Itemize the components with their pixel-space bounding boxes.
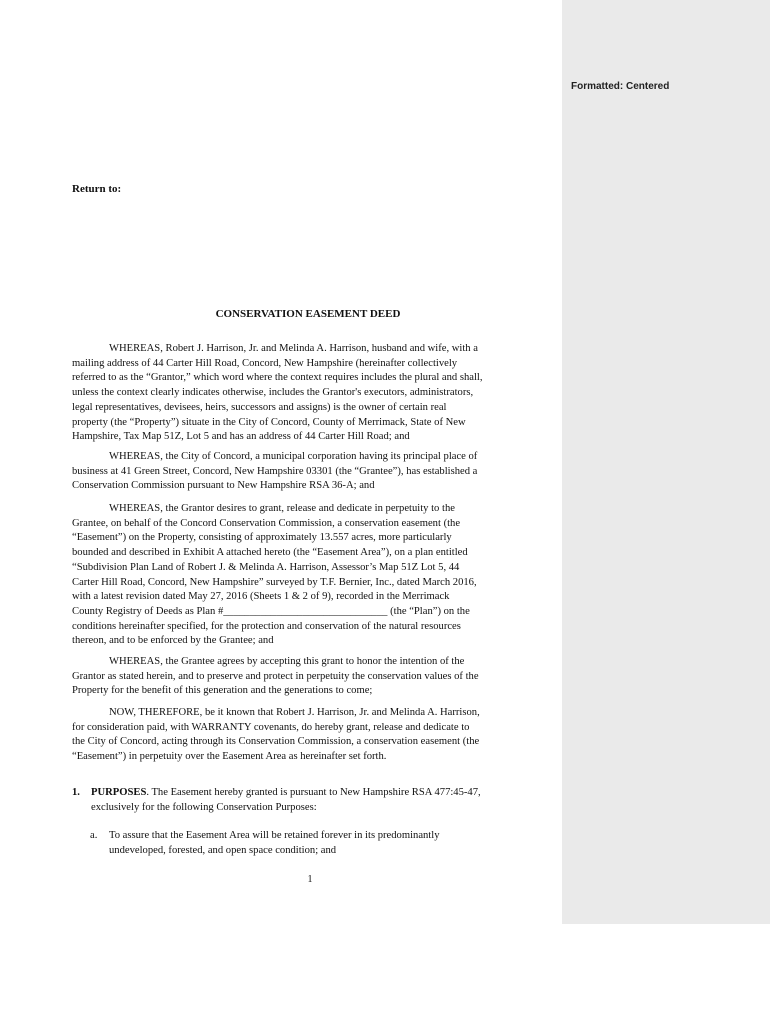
paragraph-line: “Easement”) in perpetuity over the Easement Area as hereinafter set forth. — [72, 751, 387, 763]
paragraph-line: Carter Hill Road, Concord, New Hampshire” surveyed by T.F. Bernier, Inc., dated March 2016, — [72, 576, 477, 588]
paragraph-line: WHEREAS, the City of Concord, a municipal corporation having its principal place of — [109, 451, 478, 462]
item-text-line: undeveloped, forested, and open space condition; and — [109, 844, 337, 856]
grant-paragraph — [72, 706, 542, 765]
paragraph-line: business at 41 Green Street, Concord, New Hampshire 03301 (the “Grantee”), has established a — [72, 465, 478, 477]
document-title: CONSERVATION EASEMENT DEED — [215, 308, 401, 320]
formatting-comment-label[interactable]: Formatted: Centered — [571, 81, 670, 92]
recital-paragraph-3 — [72, 502, 542, 649]
paragraph-line: property (the “Property”) situate in the City of Concord, County of Merrimack, State of New — [72, 416, 466, 428]
recital-paragraph-1 — [72, 342, 542, 445]
paragraph-line: conditions hereinafter specified, for the protection and conservation of the natural resources — [72, 620, 461, 632]
paragraph-line: for consideration paid, with WARRANTY covenants, do hereby grant, release and dedicate to — [72, 721, 470, 733]
paragraph-line: Grantor as stated herein, and to preserve and protect in perpetuity the conservation values of the — [72, 670, 479, 682]
comment-pane — [562, 0, 770, 924]
return-to-label: Return to: — [72, 183, 122, 195]
paragraph-line: County Registry of Deeds as Plan #_______________________________ (the “Plan”) on the — [72, 605, 470, 617]
paragraph-line: WHEREAS, the Grantee agrees by accepting this grant to honor the intention of the — [109, 656, 465, 667]
paragraph-line: unless the context clearly indicates otherwise, includes the Grantor's executors, administrators, — [72, 387, 474, 399]
paragraph-line: the City of Concord, acting through its Conservation Commission, a conservation easement (the — [72, 736, 480, 748]
recital-paragraph-2 — [72, 450, 542, 494]
paragraph-line: with a latest revision dated May 27, 2016 (Sheets 1 & 2 of 9), recorded in the Merrimack — [72, 591, 450, 603]
section-text: . The Easement hereby granted is pursuant to New Hampshire RSA 477:45-47, — [146, 787, 481, 798]
paragraph-line: Property for the benefit of this generation and the generations to come; — [72, 685, 373, 697]
paragraph-line: legal representatives, devisees, heirs, successors and assigns) is the owner of certain real — [72, 401, 447, 413]
paragraph-line: thereon, and to be enforced by the Grantee; and — [72, 635, 274, 647]
paragraph-line: bounded and described in Exhibit A attached hereto (the “Easement Area”), on a plan entitled — [72, 547, 468, 559]
section-text-line: exclusively for the following Conservation Purposes: — [91, 801, 317, 813]
paragraph-line: WHEREAS, the Grantor desires to grant, release and dedicate in perpetuity to the — [109, 503, 455, 514]
item-text-line: To assure that the Easement Area will be retained forever in its predominantly — [109, 830, 440, 841]
paragraph-line: Conservation Commission pursuant to New Hampshire RSA 36-A; and — [72, 480, 375, 492]
paragraph-line: mailing address of 44 Carter Hill Road, Concord, New Hampshire (hereinafter collectively — [72, 357, 458, 369]
paragraph-line: referred to as the “Grantor,” which word where the context requires includes the plural and shall, — [72, 372, 483, 384]
paragraph-line: “Subdivision Plan Land of Robert J. & Melinda A. Harrison, Assessor’s Map 51Z Lot 5, 44 — [72, 561, 460, 573]
paragraph-line: Hampshire, Tax Map 51Z, Lot 5 and has an address of 44 Carter Hill Road; and — [72, 431, 410, 443]
item-letter: a. — [90, 830, 98, 841]
purpose-item-a — [90, 829, 542, 858]
section-heading: PURPOSES — [91, 787, 147, 798]
section-purposes — [72, 786, 542, 815]
section-number: 1. — [72, 787, 80, 798]
paragraph-line: “Easement”) on the Property, consisting of approximately 13.557 acres, more particularly — [72, 532, 452, 544]
paragraph-line: NOW, THEREFORE, be it known that Robert J. Harrison, Jr. and Melinda A. Harrison, — [109, 707, 480, 718]
paragraph-line: WHEREAS, Robert J. Harrison, Jr. and Melinda A. Harrison, husband and wife, with a — [109, 343, 478, 354]
page-number: 1 — [307, 874, 313, 885]
recital-paragraph-4 — [72, 655, 542, 699]
paragraph-line: Grantee, on behalf of the Concord Conservation Commission, a conservation easement (the — [72, 517, 461, 529]
